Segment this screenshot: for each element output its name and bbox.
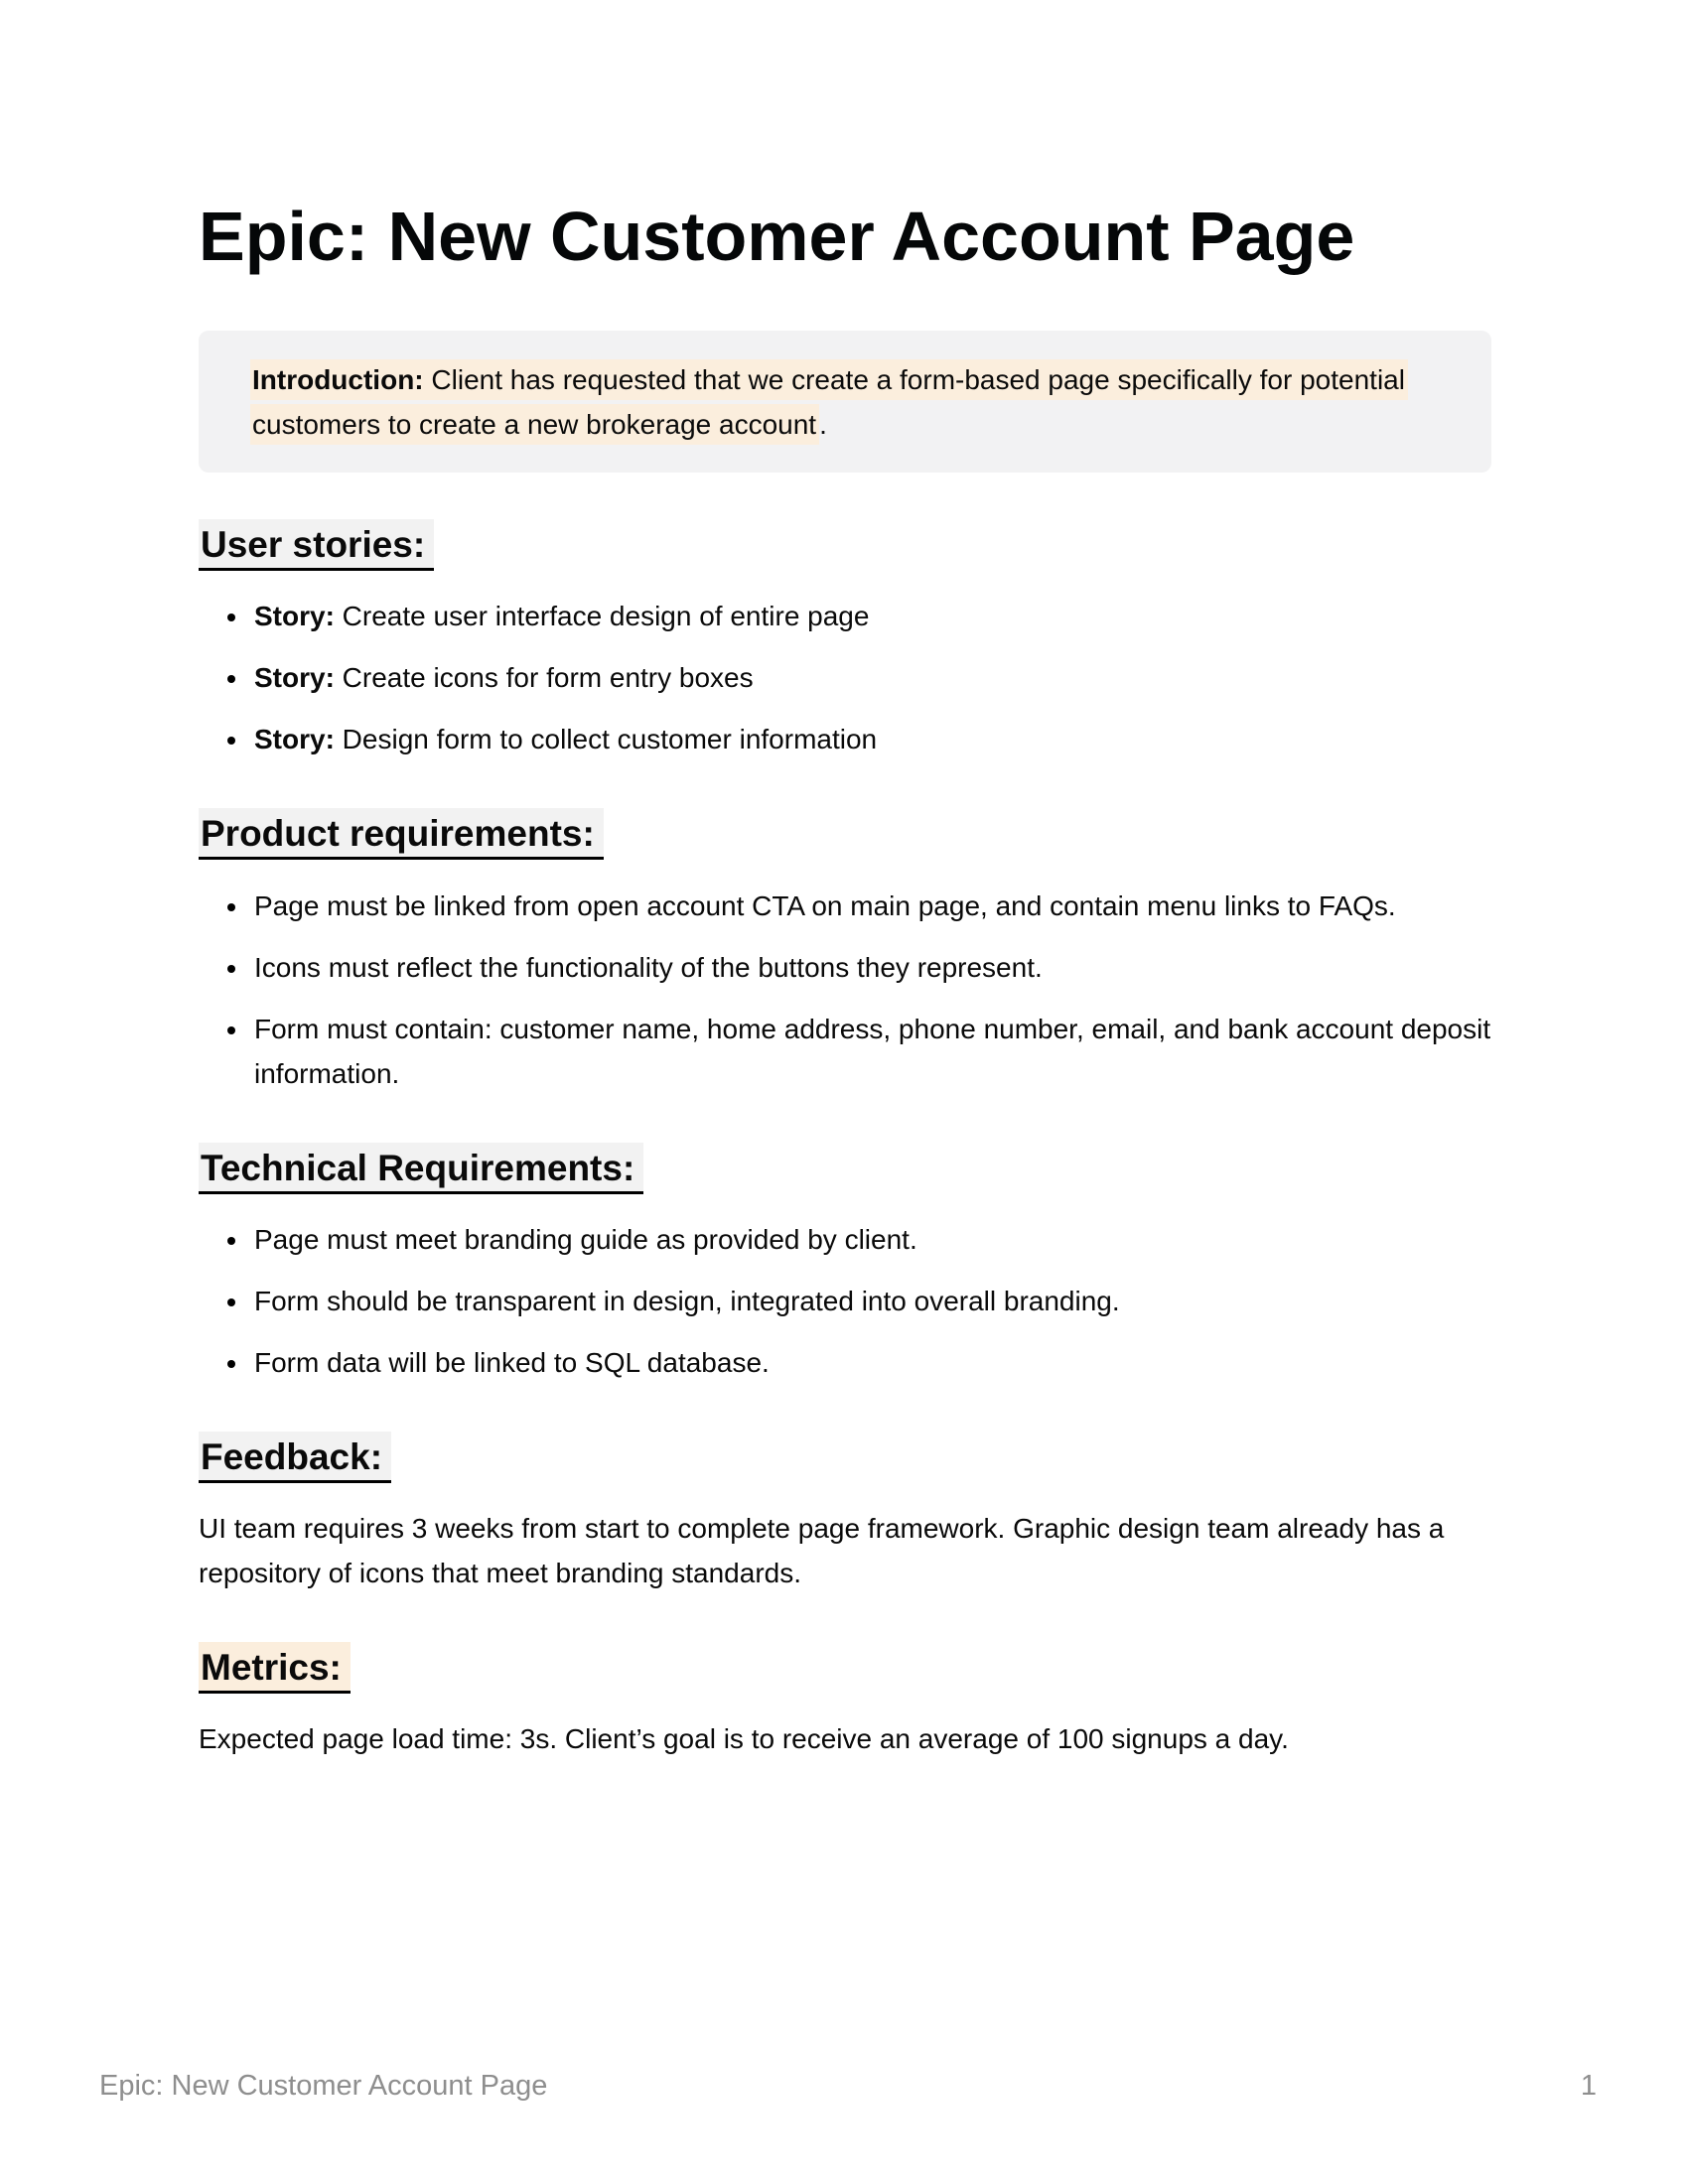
section-heading-feedback: Feedback:	[199, 1434, 1491, 1480]
story-label: Story:	[254, 662, 335, 694]
list-item	[250, 717, 1491, 761]
product-requirements-list	[199, 884, 1491, 1096]
list-item	[250, 594, 1491, 638]
section-heading-metrics: Metrics:	[199, 1645, 1491, 1691]
bullet-text: Design form to collect customer information	[334, 724, 878, 755]
feedback-paragraph: UI team requires 3 weeks from start to complete page framework. Graphic design team already has a repository of icons that meet branding standards.	[199, 1513, 1445, 1588]
bullet-text: Page must meet branding guide as provided by client.	[254, 1223, 917, 1255]
technical-requirements-list	[199, 1217, 1491, 1385]
intro-panel	[199, 331, 1491, 473]
footer-page-number: 1	[1580, 2070, 1597, 2102]
page-title: Epic: New Customer Account Page	[199, 198, 1355, 275]
intro-trailing-period: .	[819, 409, 827, 440]
list-item	[250, 1340, 1491, 1385]
list-item	[250, 1217, 1491, 1262]
footer-document-title: Epic: New Customer Account Page	[99, 2070, 548, 2102]
document-content	[199, 0, 1491, 1761]
intro-highlighted-text	[250, 359, 1408, 445]
section-heading-user-stories: User stories:	[199, 522, 1491, 568]
user-stories-list	[199, 594, 1491, 761]
story-label: Story:	[254, 601, 335, 632]
bullet-text: Create user interface design of entire page	[334, 601, 870, 632]
story-label: Story:	[254, 724, 335, 755]
bullet-text: Form must contain: customer name, home address, phone number, email, and bank account deposit information.	[254, 1013, 1491, 1089]
bullet-text: Create icons for form entry boxes	[334, 662, 754, 694]
bullet-text: Page must be linked from open account CTA on main page, and contain menu links to FAQs.	[254, 889, 1396, 921]
list-item	[250, 945, 1491, 990]
section-heading-product-requirements: Product requirements:	[199, 811, 1491, 857]
bullet-text: Form data will be linked to SQL database.	[254, 1346, 770, 1378]
intro-text: Client has requested that we create a form-based page specifically for potential customers to create a new brokerage account	[252, 364, 1405, 440]
list-item	[250, 655, 1491, 700]
section-heading-technical-requirements: Technical Requirements:	[199, 1146, 1491, 1191]
list-item	[250, 884, 1491, 928]
intro-label: Introduction:	[252, 364, 424, 395]
list-item	[250, 1007, 1491, 1096]
bullet-text: Icons must reflect the functionality of the buttons they represent.	[254, 951, 1043, 983]
page-footer	[99, 2069, 1597, 2104]
metrics-paragraph: Expected page load time: 3s. Client’s goal is to receive an average of 100 signups a day.	[199, 1723, 1289, 1755]
bullet-text: Form should be transparent in design, integrated into overall branding.	[254, 1285, 1120, 1316]
list-item	[250, 1279, 1491, 1323]
